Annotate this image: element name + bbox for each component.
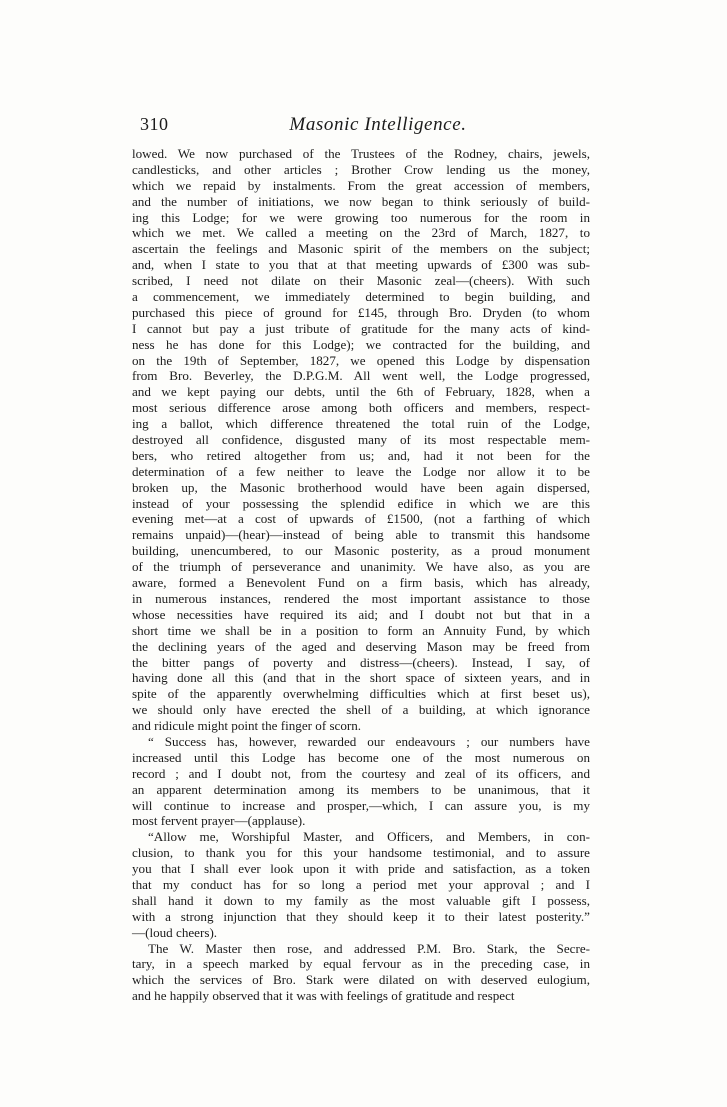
text-line: and ridicule might point the finger of scorn. — [132, 718, 362, 734]
text-line: from Bro. Beverley, the D.P.G.M. All went well, the Lodge progressed, — [132, 368, 590, 384]
text-line: that my conduct has for so long a period met your approval ; and I — [132, 876, 590, 892]
text-line: most fervent prayer—(applause). — [132, 813, 306, 829]
paragraph — [132, 829, 590, 940]
text-line: purchased this piece of ground for £145, through Bro. Dryden (to whom — [132, 304, 590, 320]
text-line: will continue to increase and prosper,—which, I can assure you, is my — [132, 797, 590, 813]
text-line: increased until this Lodge has become one of the most numerous on — [132, 749, 590, 765]
text-line: on the 19th of September, 1827, we opened this Lodge by dispensation — [132, 352, 590, 368]
text-line: destroyed all confidence, disgusted many of its most respectable mem- — [132, 432, 590, 448]
text-line: and, when I state to you that at that meeting upwards of £300 was sub- — [132, 257, 590, 273]
text-line: aware, formed a Benevolent Fund on a firm basis, which has already, — [132, 575, 590, 591]
text-line: a commencement, we immediately determined to begin building, and — [132, 289, 590, 305]
text-line: whose necessities have required its aid; and I doubt not but that in a — [132, 606, 590, 622]
text-line: which we repaid by instalments. From the great accession of members, — [132, 177, 590, 193]
text-line: clusion, to thank you for this your handsome testimonial, and to assure — [132, 845, 590, 861]
text-line: “Allow me, Worshipful Master, and Officers, and Members, in con- — [148, 829, 590, 845]
running-title: Masonic Intelligence. — [289, 114, 467, 135]
text-line: with a strong injunction that they should keep it to their latest posterity.” — [132, 908, 590, 924]
text-line: scribed, I need not dilate on their Masonic zeal—(cheers). With such — [132, 273, 590, 289]
text-line: lowed. We now purchased of the Trustees of the Rodney, chairs, jewels, — [132, 146, 590, 161]
text-line: tary, in a speech marked by equal fervour as in the preceding case, in — [132, 956, 590, 972]
text-line: which the services of Bro. Stark were dilated on with deserved eulogium, — [132, 972, 590, 988]
text-line: instead of your possessing the splendid edifice in which we are this — [132, 495, 590, 511]
text-line: most serious difference arose among both officers and members, respect- — [132, 400, 590, 416]
text-line: ness he has done for this Lodge); we contracted for the building, and — [132, 336, 590, 352]
text-line: evening met—at a cost of upwards of £1500, (not a farthing of which — [132, 511, 590, 527]
text-line: shall hand it down to my family as the most valuable gift I possess, — [132, 892, 590, 908]
text-line: The W. Master then rose, and addressed P.M. Bro. Stark, the Secre- — [148, 940, 590, 956]
paragraph — [132, 734, 590, 829]
text-line: broken up, the Masonic brotherhood would have been again dispersed, — [132, 479, 590, 495]
text-line: having done all this (and that in the short space of sixteen years, and in — [132, 670, 590, 686]
text-line: bers, who retired altogether from us; and, had it not been for the — [132, 447, 590, 463]
text-line: ing a ballot, which difference threatened the total ruin of the Lodge, — [132, 416, 590, 432]
text-line: you that I shall ever look upon it with pride and satisfaction, as a token — [132, 861, 590, 877]
text-line: ing this Lodge; for we were growing too numerous for the room in — [132, 209, 590, 225]
text-line: of the triumph of perseverance and unanimity. We have also, as you are — [132, 559, 590, 575]
text-line: remains unpaid)—(hear)—instead of being able to transmit this handsome — [132, 527, 590, 543]
text-line: an apparent determination among its members to be unanimous, that it — [132, 781, 590, 797]
page-header — [140, 114, 588, 140]
text-line: —(loud cheers). — [132, 924, 218, 940]
text-line: candlesticks, and other articles ; Brother Crow lending us the money, — [132, 161, 590, 177]
paragraph — [132, 941, 590, 1005]
text-line: record ; and I doubt not, from the courtesy and zeal of its officers, and — [132, 765, 590, 781]
page-number: 310 — [140, 114, 169, 134]
text-line: determination of a few neither to leave the Lodge nor allow it to be — [132, 463, 590, 479]
paragraph — [132, 146, 590, 734]
text-line: in numerous instances, rendered the most important assistance to those — [132, 590, 590, 606]
text-line: which we met. We called a meeting on the 23rd of March, 1827, to — [132, 225, 590, 241]
text-line: I cannot but pay a just tribute of gratitude for the many acts of kind- — [132, 320, 590, 336]
text-line: we should only have erected the shell of a building, at which ignorance — [132, 702, 590, 718]
text-line: and the number of initiations, we now began to think seriously of build- — [132, 193, 590, 209]
text-line: ascertain the feelings and Masonic spirit of the members on the subject; — [132, 241, 590, 257]
text-line: the declining years of the aged and deserving Mason may be freed from — [132, 638, 590, 654]
text-line: and we kept paying our debts, until the 6th of February, 1828, when a — [132, 384, 590, 400]
text-line: the bitter pangs of poverty and distress—(cheers). Instead, I say, of — [132, 654, 590, 670]
body-text — [132, 146, 590, 1004]
text-line: short time we shall be in a position to form an Annuity Fund, by which — [132, 622, 590, 638]
text-line: and he happily observed that it was with feelings of gratitude and respect — [132, 988, 515, 1004]
text-line: building, unencumbered, to our Masonic posterity, as a proud monument — [132, 543, 590, 559]
text-line: spite of the apparently overwhelming difficulties which at first beset us), — [132, 686, 590, 702]
text-line: “ Success has, however, rewarded our endeavours ; our numbers have — [148, 733, 590, 749]
